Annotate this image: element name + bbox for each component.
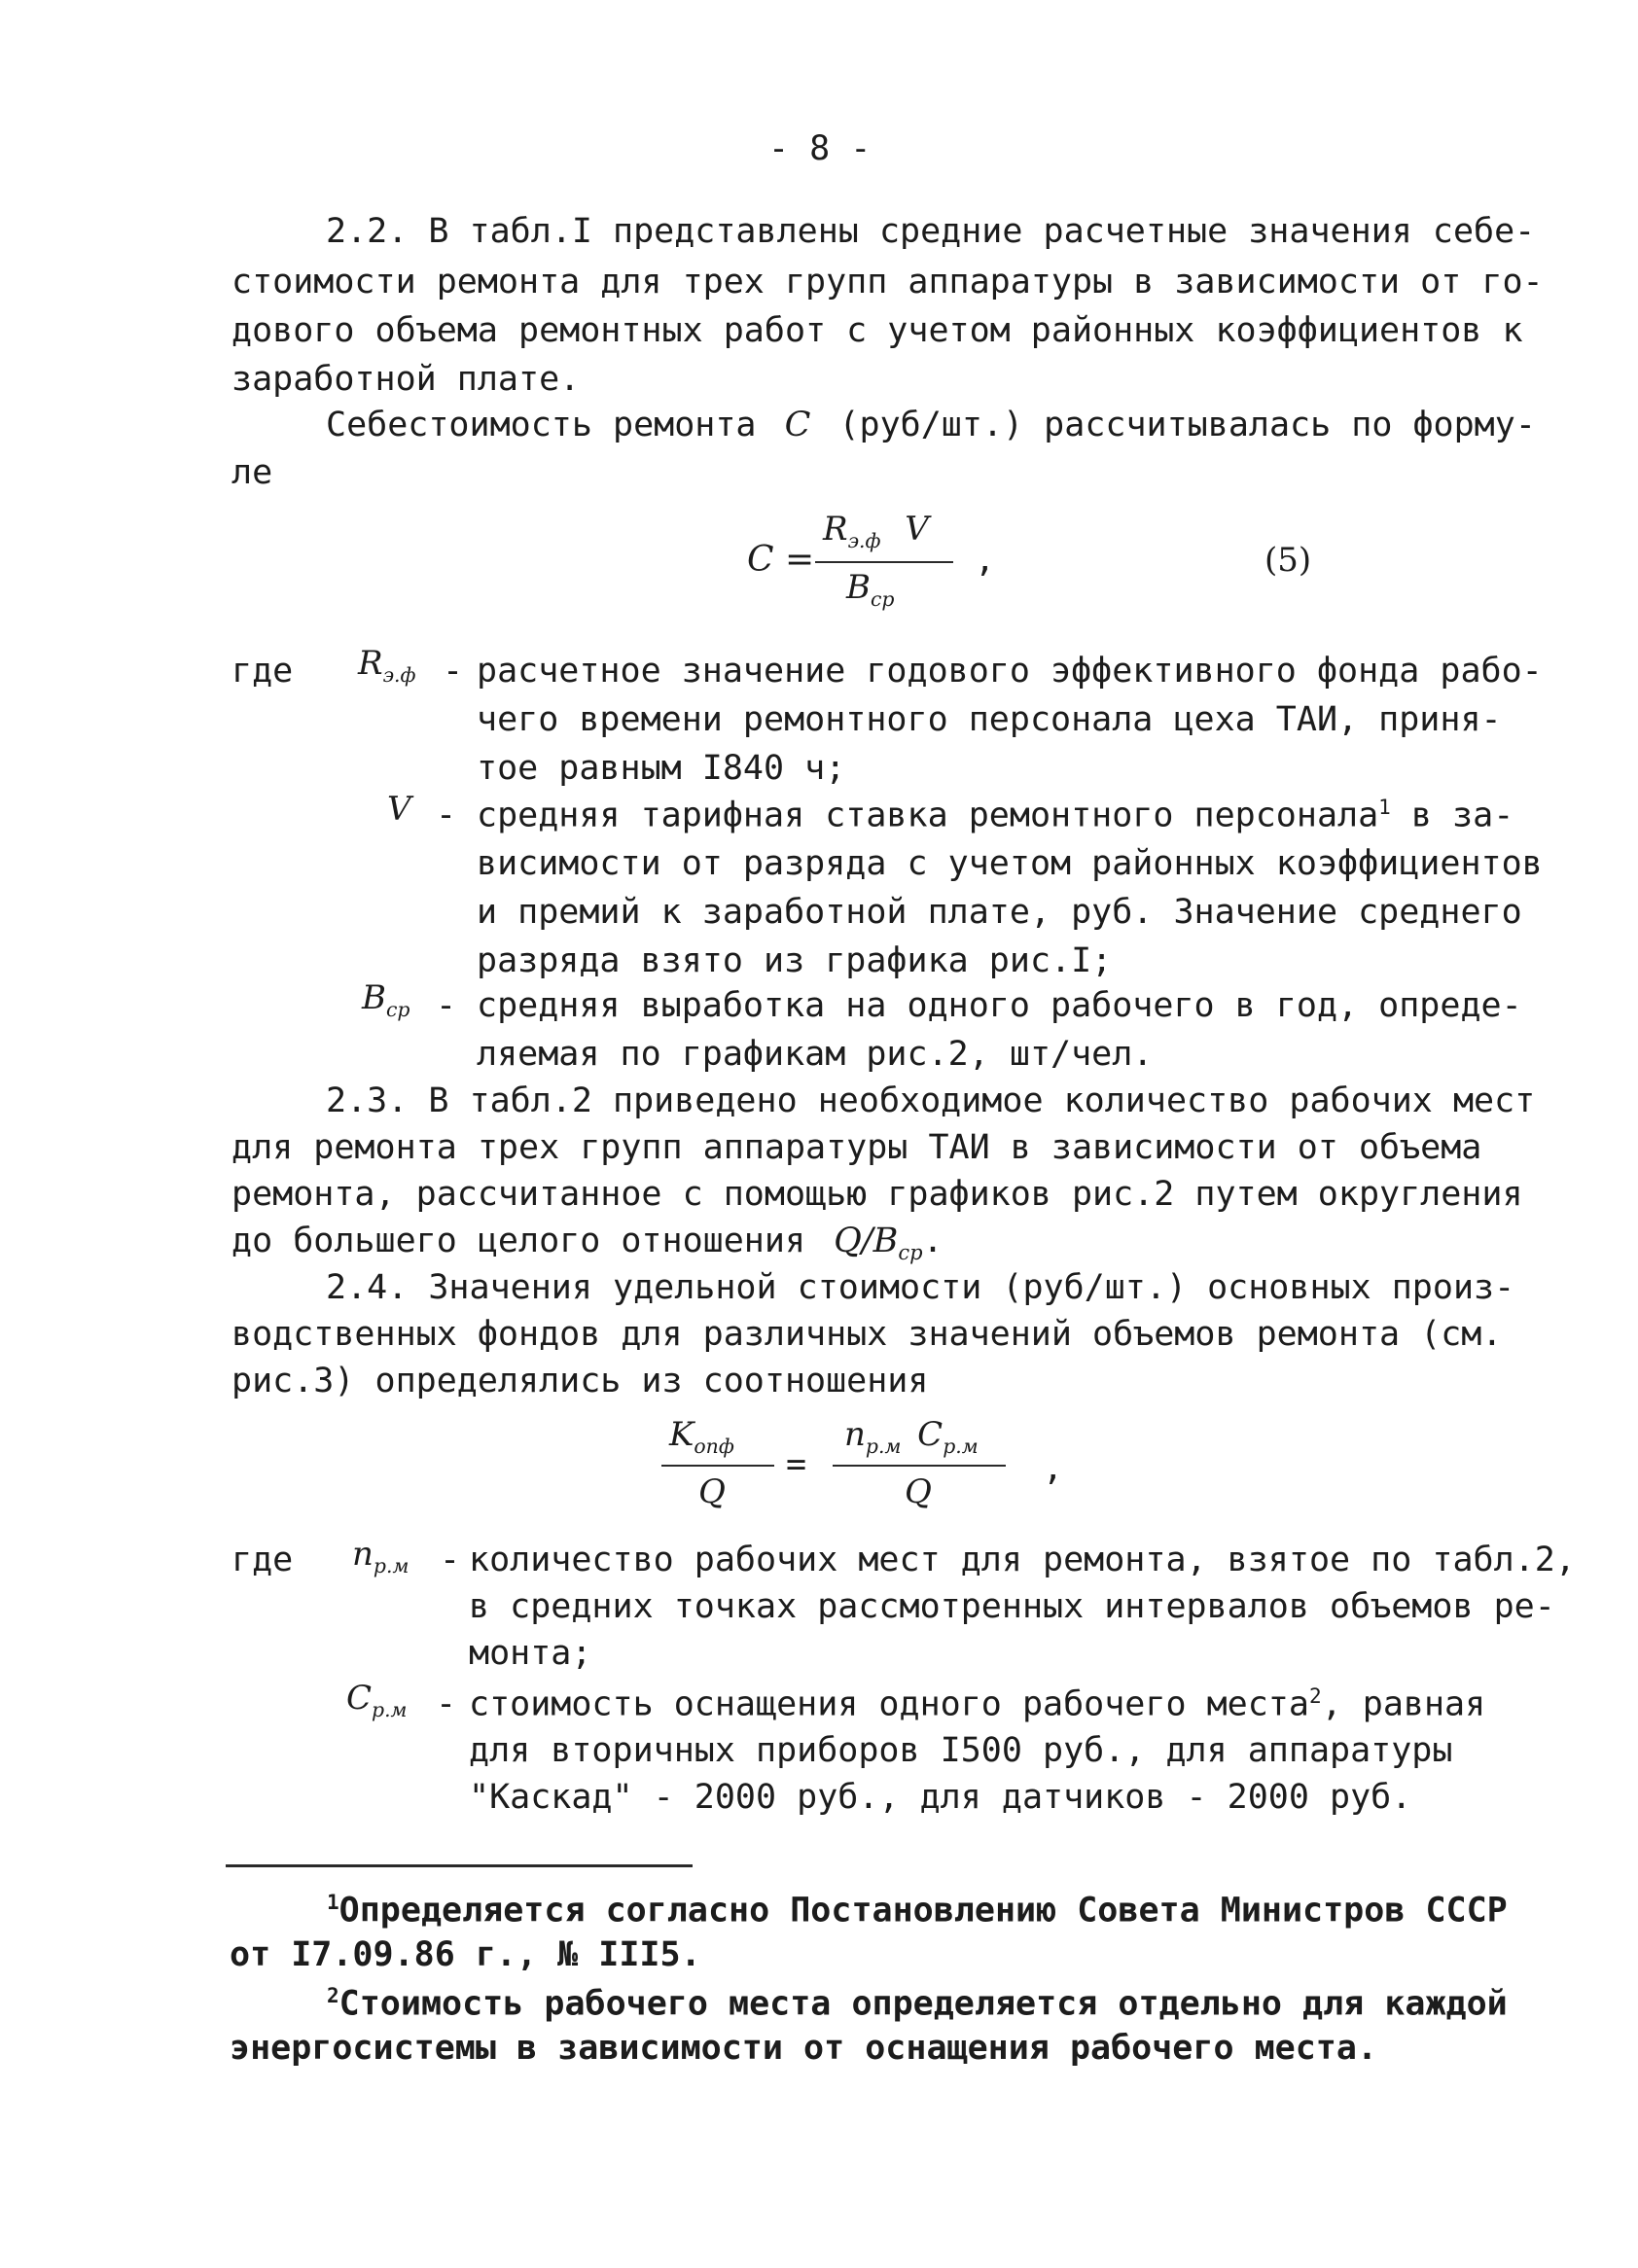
section-2-3-line-2: для ремонта трех групп аппаратуры ТАИ в зависимости от объема	[231, 1128, 1482, 1167]
footnote-1-line-1: $^1$Определяется согласно Постановлению Совета Министров СССР	[327, 1891, 1508, 1931]
def-c-rm-line-3: "Каскад" - 2000 руб., для датчиков - 2000 руб.	[469, 1778, 1412, 1817]
cost-intro-lead: Себестоимость ремонта	[326, 406, 757, 444]
section-2-4-line-3: рис.3) определялись из соотношения	[231, 1362, 929, 1400]
def-c-rm-line-1: стоимость оснащения одного рабочего места$^2$, равная	[469, 1684, 1486, 1724]
def-v-line-1: средняя тарифная ставка ремонтного персонала$^1$ в за-	[477, 796, 1514, 835]
def-n-rm-line-1: количество рабочих мест для ремонта, взятое по табл.2,	[469, 1541, 1576, 1579]
def-c-rm-line-2: для вторичных приборов I500 руб., для аппаратуры	[469, 1731, 1453, 1770]
def-b-sr-line-1: средняя выработка на одного рабочего в год, опреде-	[477, 986, 1522, 1025]
cost-symbol: C	[784, 406, 811, 444]
cost-intro-tail: (руб/шт.) рассчитывалась по форму-	[838, 406, 1536, 444]
cost-intro-line-1	[326, 406, 1536, 444]
section-2-2-line-3: дового объема ремонтных работ с учетом районных коэффициентов к	[231, 311, 1523, 350]
section-2-2-line-4: заработной плате.	[231, 360, 581, 399]
symbol-r-ef: $R_{э.ф}$	[358, 644, 416, 687]
def-b-sr-dash: -	[436, 986, 457, 1025]
formula-6-right-denominator: Q	[905, 1472, 932, 1511]
symbol-n-rm: $n_{р.м}$	[352, 1535, 410, 1577]
footnote-mark-2: 2	[1308, 1684, 1322, 1708]
formula-5-number: (5)	[1264, 541, 1312, 580]
symbol-b-sr: $B_{ср}$	[362, 978, 410, 1021]
formula-6-comma: ,	[1043, 1449, 1064, 1488]
formula-6-right-bar	[833, 1465, 1006, 1467]
section-2-2-line-2: стоимости ремонта для трех групп аппаратуры в зависимости от го-	[231, 263, 1544, 301]
section-2-4-line-1: 2.4. Значения удельной стоимости (руб/шт.) основных произ-	[326, 1268, 1515, 1307]
section-2-3-line-4: до большего целого отношения $Q/B_{ср}$.	[231, 1222, 944, 1264]
cost-intro-line-2: ле	[231, 453, 273, 492]
footnote-mark-1: 1	[1378, 796, 1391, 819]
def-v-line-4: разряда взято из графика рис.I;	[477, 941, 1113, 980]
def-c-rm-dash: -	[436, 1684, 457, 1723]
footnote-2-line-1: $^2$Стоимость рабочего места определяется отдельно для каждой	[327, 1984, 1508, 2024]
section-2-3-line-1: 2.3. В табл.2 приведено необходимое количество рабочих мест	[326, 1081, 1536, 1120]
formula-6-left-denominator: Q	[698, 1472, 726, 1511]
formula-6-left-numerator: $K_{опф}$	[669, 1415, 734, 1458]
def-r-ef-line-3: тое равным I840 ч;	[477, 749, 846, 788]
def-n-rm-line-2: в средних точках рассмотренных интервалов объемов ре-	[469, 1587, 1555, 1626]
footnote-separator	[226, 1864, 693, 1867]
def-r-ef-dash: -	[443, 652, 464, 691]
formula-6-right-numerator: $n_{р.м}$ $C_{р.м}$	[844, 1415, 979, 1458]
formula-6-equals: =	[786, 1445, 807, 1484]
def-n-rm-line-3: монта;	[469, 1634, 592, 1673]
where-label-1: где	[231, 652, 294, 691]
section-2-2-line-1: 2.2. В табл.I представлены средние расчетные значения себе-	[326, 212, 1536, 251]
def-v-dash: -	[436, 796, 457, 834]
where-label-2: где	[231, 1541, 294, 1579]
symbol-v: V	[387, 790, 411, 829]
footnote-1-line-2: от I7.09.86 г., № III5.	[230, 1935, 701, 1974]
formula-5-numerator: $R_{э.ф}$ V	[823, 510, 929, 552]
page-number: - 8 -	[768, 129, 872, 168]
footnote-1-mark: 1	[327, 1891, 339, 1914]
formula-6-left-bar	[661, 1465, 774, 1467]
symbol-c-rm: $C_{р.м}$	[346, 1679, 408, 1721]
section-2-3-line-3: ремонта, рассчитанное с помощью графиков рис.2 путем округления	[231, 1175, 1523, 1214]
formula-5-comma: ,	[975, 541, 996, 580]
formula-5-fraction-bar	[815, 561, 953, 563]
footnote-2-mark: 2	[327, 1984, 339, 2007]
section-2-4-line-2: водственных фондов для различных значений объемов ремонта (см.	[231, 1315, 1503, 1354]
ratio-q-b: $Q/B_{ср}$	[834, 1222, 923, 1264]
def-n-rm-dash: -	[440, 1541, 461, 1579]
def-r-ef-line-1: расчетное значение годового эффективного фонда рабо-	[477, 652, 1543, 691]
def-v-line-3: и премий к заработной плате, руб. Значение среднего	[477, 893, 1522, 932]
footnote-2-line-2: энергосистемы в зависимости от оснащения рабочего места.	[230, 2029, 1378, 2068]
def-r-ef-line-2: чего времени ремонтного персонала цеха ТАИ, приня-	[477, 700, 1502, 739]
def-v-line-2: висимости от разряда с учетом районных коэффициентов	[477, 844, 1543, 883]
formula-5-denominator: $B_{ср}$	[846, 568, 895, 611]
formula-5-lhs: C =	[747, 540, 815, 580]
def-b-sr-line-2: ляемая по графикам рис.2, шт/чел.	[477, 1035, 1154, 1074]
